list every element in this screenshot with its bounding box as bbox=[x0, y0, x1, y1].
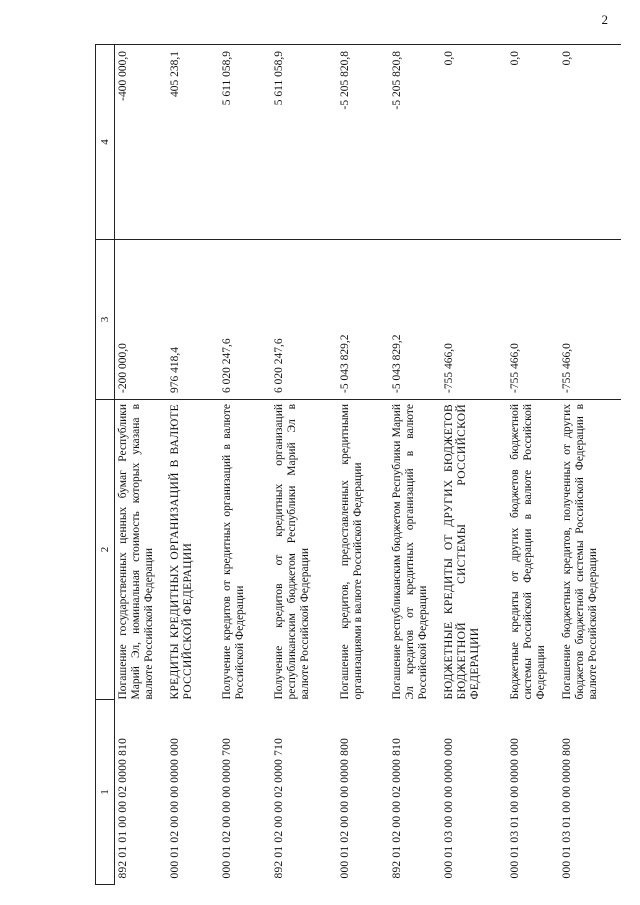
value-column-3: -755 466,0 bbox=[559, 240, 621, 400]
row-description: БЮДЖЕТНЫЕ КРЕДИТЫ ОТ ДРУГИХ БЮДЖЕТОВ БЮДЖЕТНОЙ СИСТЕМЫ РОССИЙСКОЙ ФЕДЕРАЦИИ bbox=[441, 400, 507, 700]
row-description: Погашение республиканским бюджетом Республики Марий Эл кредитов от кредитных организаций в валюте Российской Федерации bbox=[389, 400, 441, 700]
classification-code: 000 01 02 00 00 00 0000 700 bbox=[221, 737, 233, 879]
classification-code: 892 01 02 00 00 02 0000 810 bbox=[391, 737, 403, 879]
budget-sources-table bbox=[95, 44, 621, 885]
row-description: Погашение государственных ценных бумаг Республики Марий Эл, номинальная стоимость которых указана в валюте Российской Федерации bbox=[115, 400, 168, 700]
column-header-4: 4 bbox=[96, 45, 115, 240]
row-description: Бюджетные кредиты от других бюджетов бюджетной системы Российской Федерации в валюте Российской Федерации bbox=[507, 400, 559, 700]
value-column-3: -5 043 829,2 bbox=[389, 240, 441, 400]
column-header-1: 1 bbox=[96, 700, 115, 885]
classification-code: 000 01 02 00 00 00 0000 800 bbox=[339, 737, 351, 879]
value-column-4: 5 611 058,9 bbox=[271, 45, 337, 240]
value-column-3: -755 466,0 bbox=[441, 240, 507, 400]
value-column-4: 0,0 bbox=[559, 45, 621, 240]
row-description: Получение кредитов от кредитных организаций в валюте Российской Федерации bbox=[219, 400, 271, 700]
table-row bbox=[559, 45, 621, 885]
value-column-3: -5 043 829,2 bbox=[337, 240, 389, 400]
classification-code: 892 01 02 00 00 02 0000 710 bbox=[273, 737, 285, 879]
table-row bbox=[167, 45, 219, 885]
value-column-3: -755 466,0 bbox=[507, 240, 559, 400]
row-description: КРЕДИТЫ КРЕДИТНЫХ ОРГАНИЗАЦИЙ В ВАЛЮТЕ РОССИЙСКОЙ ФЕДЕРАЦИИ bbox=[167, 400, 219, 700]
value-column-4: -5 205 820,8 bbox=[337, 45, 389, 240]
classification-code: 000 01 03 00 00 00 0000 000 bbox=[443, 737, 455, 879]
classification-code: 892 01 01 00 00 02 0000 810 bbox=[117, 737, 129, 879]
column-header-2: 2 bbox=[96, 400, 115, 700]
value-column-4: -5 205 820,8 bbox=[389, 45, 441, 240]
table-row bbox=[337, 45, 389, 885]
table-row bbox=[219, 45, 271, 885]
table-row bbox=[441, 45, 507, 885]
table-header-row bbox=[96, 45, 115, 885]
value-column-4: 0,0 bbox=[441, 45, 507, 240]
column-header-3: 3 bbox=[96, 240, 115, 400]
value-column-4: 0,0 bbox=[507, 45, 559, 240]
row-description: Погашение бюджетных кредитов, полученных от других бюджетов бюджетной системы Российской Федерации в валюте Российской Федерации bbox=[559, 400, 621, 700]
value-column-3: 6 020 247,6 bbox=[219, 240, 271, 400]
classification-code: 000 01 03 01 00 00 0000 000 bbox=[509, 737, 521, 879]
value-column-3: 976 418,4 bbox=[167, 240, 219, 400]
page-number: 2 bbox=[601, 12, 608, 27]
value-column-4: -400 000,0 bbox=[115, 45, 168, 240]
value-column-4: 5 611 058,9 bbox=[219, 45, 271, 240]
classification-code: 000 01 02 00 00 00 0000 000 bbox=[169, 737, 181, 879]
table-row bbox=[507, 45, 559, 885]
table-row bbox=[271, 45, 337, 885]
classification-code: 000 01 03 01 00 00 0000 800 bbox=[561, 737, 573, 879]
value-column-3: -200 000,0 bbox=[115, 240, 168, 400]
value-column-3: 6 020 247,6 bbox=[271, 240, 337, 400]
rotated-table-container bbox=[95, 45, 599, 885]
value-column-4: 405 238,1 bbox=[167, 45, 219, 240]
row-description: Получение кредитов от кредитных организаций республиканским бюджетом Республики Марий Эл в валюте Российской Федерации bbox=[271, 400, 337, 700]
row-description: Погашение кредитов, предоставленных кредитными организациями в валюте Российской Федерации bbox=[337, 400, 389, 700]
table-row bbox=[115, 45, 168, 885]
table-row bbox=[389, 45, 441, 885]
